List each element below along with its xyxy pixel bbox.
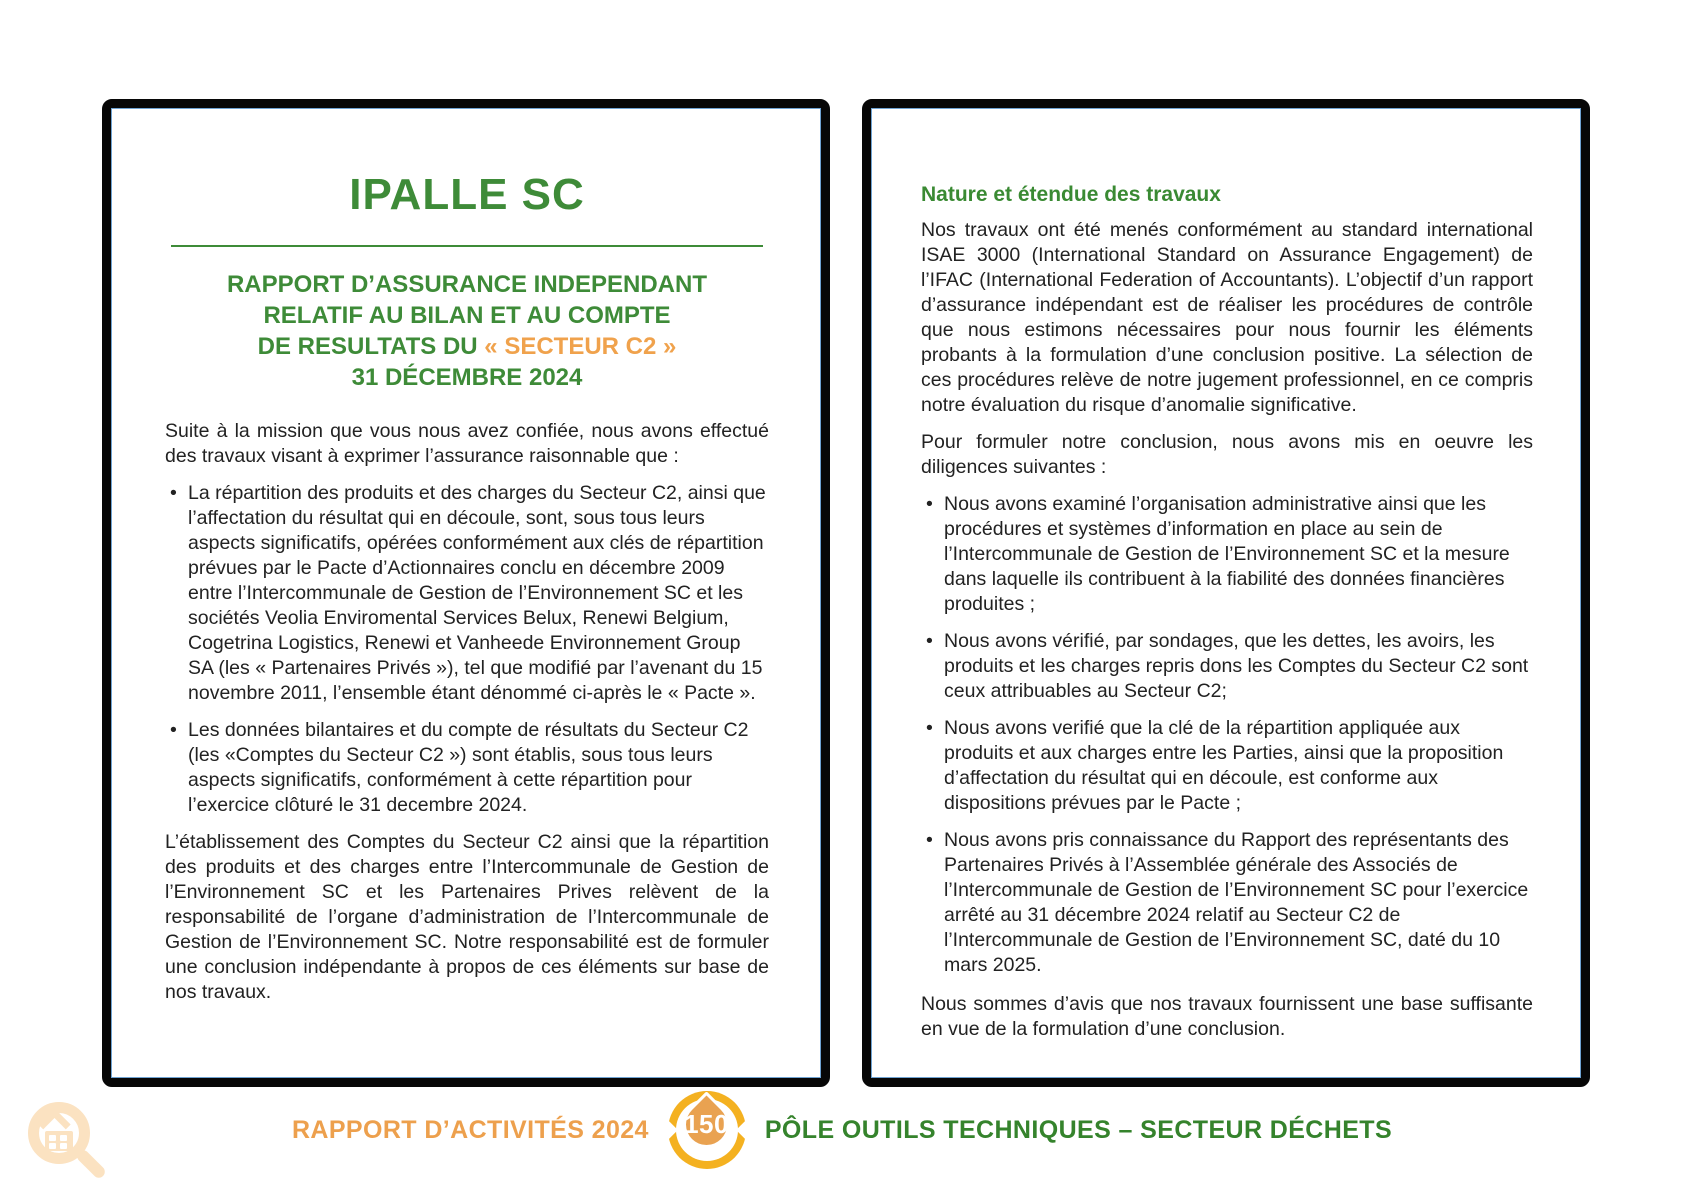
list-item: • Nous avons pris connaissance du Rapport des représentants des Partenaires Privés à l’Assemblée générale des Associés de l’Intercommunale de Gestion de l’Environnement SC pour l’exercice arrêté au 31 décembre 2024 relatif au Secteur C2 de l’Intercommunale de Gestion de l’Environnement SC, daté du 10 mars 2025. xyxy=(921,828,1533,978)
house-window-icon xyxy=(49,1135,56,1141)
right-closing-paragraph: Nous sommes d’avis que nos travaux fournissent une base suffisante en vue de la formulation d’une conclusion. xyxy=(921,993,1533,1040)
page-title: IPALLE SC xyxy=(349,170,585,219)
house-window-icon xyxy=(60,1135,67,1141)
right-bullet-list xyxy=(921,492,1533,978)
footer-section-label: PÔLE OUTILS TECHNIQUES – SECTEUR DÉCHETS xyxy=(764,1115,1393,1144)
section-heading: Nature et étendue des travaux xyxy=(921,183,1221,206)
list-item: • Nous avons vérifié, par sondages, que les dettes, les avoirs, les produits et les charges repris dons les Comptes du Secteur C2 sont ceux attribuables au Secteur C2; xyxy=(921,629,1533,704)
house-body-icon xyxy=(45,1131,73,1151)
list-item: • Les données bilantaires et du compte de résultats du Secteur C2 (les «Comptes du Secteur C2 ») sont établis, sous tous leurs aspects significatifs, conformément à cette répartition pour l’exercice clôturé le 31 decembre 2024. xyxy=(165,718,769,818)
subtitle-sector-highlight: « SECTEUR C2 » xyxy=(484,333,677,360)
subtitle-line-2: RELATIF AU BILAN ET AU COMPTE xyxy=(263,302,671,329)
left-closing-paragraph: L’établissement des Comptes du Secteur C2 ainsi que la répartition des produits et des charges entre l’Intercommunale de Gestion de l’Environnement SC et les Partenaires Prives relèvent de la responsabilité de l’organe d’administration de l’Intercommunale de Gestion de l’Environnement SC. Notre responsabilité est de formuler une conclusion indépendante à propos de ces éléments sur base de nos travaux. xyxy=(165,831,769,1003)
page-footer xyxy=(0,1090,1684,1170)
subtitle-line-4: 31 DÉCEMBRE 2024 xyxy=(351,364,583,391)
footer-report-label: RAPPORT D’ACTIVITÉS 2024 xyxy=(291,1115,649,1144)
standards-paragraph: Nos travaux ont été menés conformément au standard international ISAE 3000 (International Standard on Assurance Engagement) de l’IFAC (International Federation of Accountants). L’objectif d’un rapport d’assurance indépendant est de réaliser les procédures de contrôle que nous estimons nécessaires pour nous fournir les éléments probants à la formulation d’une conclusion positive. La sélection de ces procédures relève de notre jugement professionnel, en ce compris notre évaluation du risque d’anomalie significative. xyxy=(921,219,1533,416)
list-item: • Nous avons verifié que la clé de la répartition appliquée aux produits et aux charges entre les Parties, ainsi que la proposition d’affectation du résultat qui en découle, est conforme aux dispositions prévues par le Pacte ; xyxy=(921,716,1533,816)
right-page-content xyxy=(871,108,1581,1042)
title-divider xyxy=(171,245,763,247)
page-number: 150 xyxy=(684,1109,730,1139)
house-window-icon xyxy=(49,1143,56,1149)
list-item: • La répartition des produits et des charges du Secteur C2, ainsi que l’affectation du résultat qui en découle, sont, sous tous leurs aspects significatifs, opérées conformément aux clés de répartition prévues par le Pacte d’Actionnaires conclu en décembre 2009 entre l’Intercommunale de Gestion de l’Environnement SC et les sociétés Veolia Enviromental Services Belux, Renewi Belgium, Cogetrina Logistics, Renewi et Vanheede Environnement Group SA (les « Partenaires Privés »), tel que modifié par l’avenant du 15 novembre 2011, l’ensemble étant dénommé ci-après le « Pacte ». xyxy=(165,481,769,706)
page-number-badge xyxy=(668,1091,746,1169)
left-page-content xyxy=(111,108,821,1005)
house-magnifier-logo-icon xyxy=(26,1100,112,1190)
right-report-page xyxy=(862,99,1590,1087)
list-item: • Nous avons examiné l’organisation administrative ainsi que les procédures et systèmes d’information en place au sein de l’Intercommunale de Gestion de l’Environnement SC et la mesure dans laquelle ils contribuent à la fiabilité des données financières produites ; xyxy=(921,492,1533,617)
report-subtitle xyxy=(165,269,769,393)
subtitle-line-3-prefix: DE RESULTATS DU xyxy=(257,333,485,360)
left-report-page xyxy=(102,99,830,1087)
subtitle-line-1: RAPPORT D’ASSURANCE INDEPENDANT xyxy=(226,271,708,298)
magnifier-handle-icon xyxy=(75,1148,108,1181)
house-window-icon xyxy=(60,1143,67,1149)
diligences-intro-paragraph: Pour formuler notre conclusion, nous avons mis en oeuvre les diligences suivantes : xyxy=(921,431,1533,478)
intro-paragraph: Suite à la mission que vous nous avez confiée, nous avons effectué des travaux visant à exprimer l’assurance raisonnable que : xyxy=(165,420,769,467)
subtitle-line-3 xyxy=(165,331,769,362)
left-bullet-list xyxy=(165,481,769,818)
